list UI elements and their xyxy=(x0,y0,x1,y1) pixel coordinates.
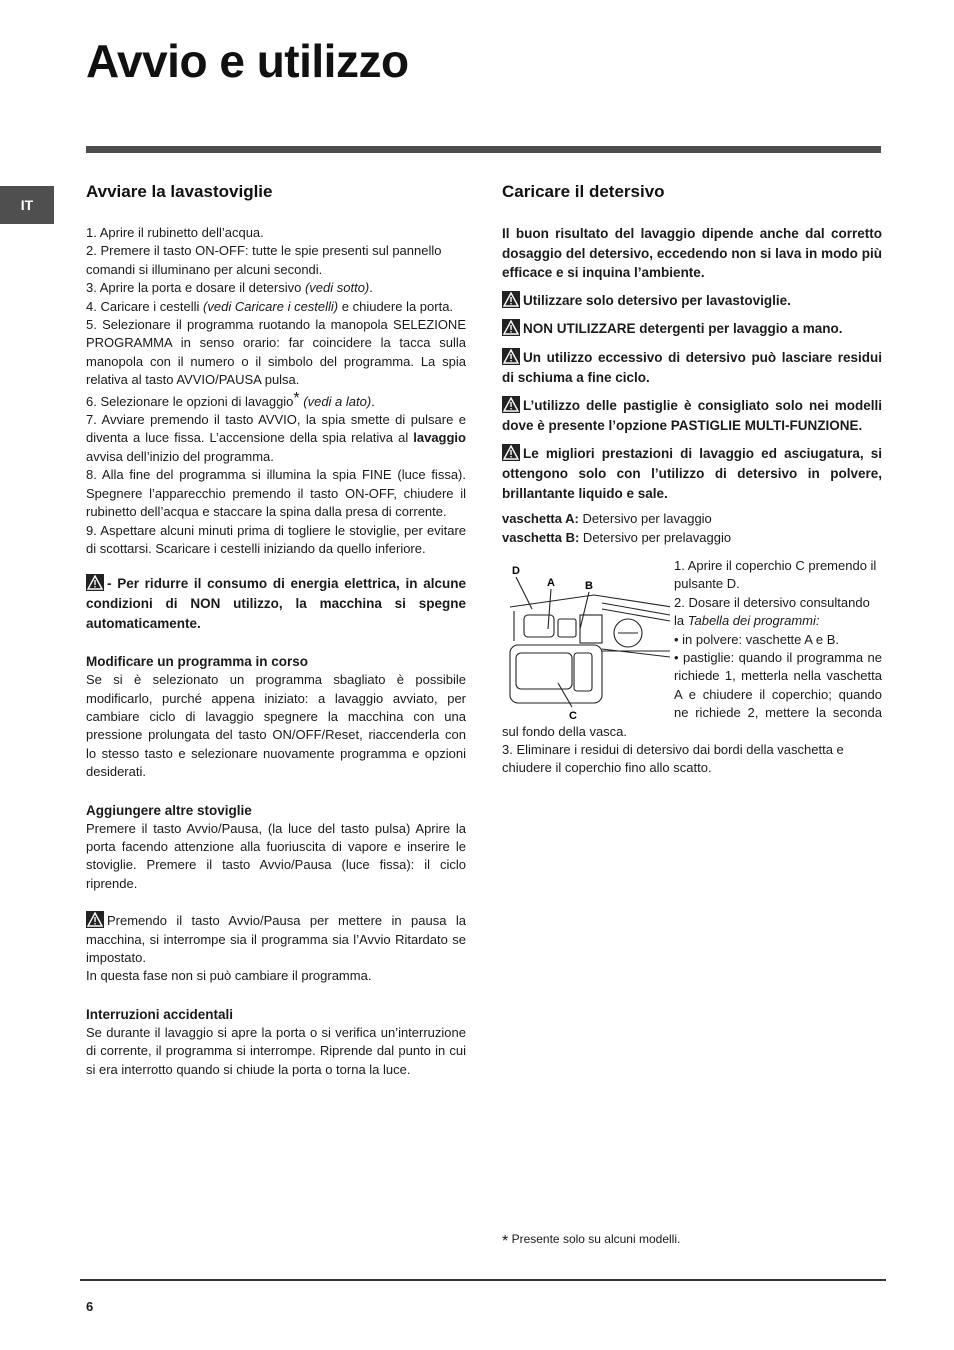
warning-text: NON UTILIZZARE detergenti per lavaggio a mano. xyxy=(523,321,843,337)
instr-2-ref: Tabella dei programmi: xyxy=(687,613,820,629)
instr-3: 3. Eliminare i residui di detersivo dai bordi della vaschetta e chiudere il coperchio fino allo scatto. xyxy=(502,742,844,776)
step-6-text: 6. Selezionare le opzioni di lavaggio xyxy=(86,393,294,409)
vaschetta-a xyxy=(502,510,882,528)
footnote-text: Presente solo su alcuni modelli. xyxy=(511,1232,681,1246)
label-c: C xyxy=(569,709,577,721)
energy-warning xyxy=(86,574,466,633)
subheading-add: Aggiungere altre stoviglie xyxy=(86,802,252,818)
warning-item xyxy=(502,319,882,339)
footnote-star: * xyxy=(293,389,300,407)
instr-bullet-1: • in polvere: vaschette A e B. xyxy=(674,631,839,647)
step-7-end: avvisa dell’inizio del programma. xyxy=(86,448,274,464)
vaschetta-b-label: vaschetta B: xyxy=(502,529,580,545)
language-tab: IT xyxy=(0,186,54,224)
step-3-ref: (vedi sotto) xyxy=(304,280,370,296)
pause-warning xyxy=(86,911,466,967)
warning-item xyxy=(502,348,882,387)
section-heading-detergent: Caricare il detersivo xyxy=(502,182,665,201)
vaschetta-a-label: vaschetta A: xyxy=(502,511,579,527)
step-6-ref: (vedi a lato) xyxy=(299,393,372,409)
step-6-end: . xyxy=(371,393,375,409)
label-d: D xyxy=(512,564,520,577)
step-4-end: e chiudere la porta. xyxy=(338,298,454,314)
warning-item xyxy=(502,444,882,503)
warning-icon xyxy=(502,396,520,413)
section-heading-start: Avviare la lavastoviglie xyxy=(86,182,273,201)
warning-text: Un utilizzo eccessivo di detersivo può lasciare residui di schiuma a fine ciclo. xyxy=(502,349,882,385)
detergent-dispenser-diagram xyxy=(502,559,670,721)
step-7-text: 7. Avviare premendo il tasto AVVIO, la spia smette di pulsare e diventa a luce fissa. L’accensione della spia relativa al xyxy=(86,412,466,446)
step-3-text: 3. Aprire la porta e dosare il detersivo xyxy=(86,280,305,296)
detergent-instructions xyxy=(502,557,882,778)
warning-text: L’utilizzo delle pastiglie è consigliato solo nei modelli dove è presente l’opzione PASTIGLIE MULTI-FUNZIONE. xyxy=(502,398,882,433)
subheading-modify: Modificare un programma in corso xyxy=(86,654,309,670)
page-number: 6 xyxy=(86,1299,94,1314)
warning-item xyxy=(502,396,882,435)
vaschetta-a-text: Detersivo per lavaggio xyxy=(578,511,712,527)
step-4-text: 4. Caricare i cestelli xyxy=(86,298,204,314)
warning-icon xyxy=(86,911,104,928)
vaschetta-b-text: Detersivo per prelavaggio xyxy=(579,529,732,545)
footnote-mark: * xyxy=(502,1233,509,1250)
modify-text: Se si è selezionato un programma sbagliato è possibile modificarlo, purché appena iniziato: a lavaggio avviato, per cambiare ciclo di lavaggio spegnere la macchina con una pressione prolungata del tasto ON/OFF/Reset, riaccenderla con lo stesso tasto e selezionare nuovamente programma e opzioni desiderati. xyxy=(86,672,466,780)
interrupt-text: Se durante il lavaggio si apre la porta o si verifica un’interruzione di corrente, il programma si interrompe. Riprende dal punto in cui si era interrotto quando si chiude la porta o torna la luce. xyxy=(86,1024,466,1077)
footnote xyxy=(502,1232,680,1251)
label-a: A xyxy=(547,576,555,589)
step-8: 8. Alla fine del programma si illumina la spia FINE (luce fissa). Spegnere l’apparecchio premendo il tasto ON-OFF, chiudere il rubinetto dell’acqua e staccare la spina dalla presa di corrente. xyxy=(86,467,466,520)
step-9: 9. Aspettare alcuni minuti prima di togliere le stoviglie, per evitare di scottarsi. Scaricare i cestelli iniziando da quello inferiore. xyxy=(86,522,466,556)
pause-note: In questa fase non si può cambiare il programma. xyxy=(86,968,372,984)
title-divider xyxy=(86,146,881,153)
warning-icon xyxy=(502,291,520,308)
step-6 xyxy=(86,390,466,411)
step-3 xyxy=(86,279,466,297)
step-1: 1. Aprire il rubinetto dell’acqua. xyxy=(86,225,264,240)
step-2: 2. Premere il tasto ON-OFF: tutte le spie presenti sul pannello comandi si illuminano per alcuni secondi. xyxy=(86,243,442,277)
warning-text: Le migliori prestazioni di lavaggio ed asciugatura, si ottengono solo con l’utilizzo di detersivo in polvere, brillantante liquido e sale. xyxy=(502,446,882,501)
warning-icon xyxy=(502,319,520,336)
footer-divider xyxy=(80,1279,886,1281)
energy-warning-text: - Per ridurre il consumo di energia elettrica, in alcune condizioni di NON utilizzo, la macchina si spegne automaticamente. xyxy=(86,576,466,631)
left-column xyxy=(86,182,466,1079)
vaschetta-b xyxy=(502,529,882,547)
step-7-bold: lavaggio xyxy=(413,430,466,446)
page-title: Avvio e utilizzo xyxy=(86,35,409,87)
instr-1: 1. Aprire il coperchio C premendo il pulsante D. xyxy=(674,557,877,592)
instr-bullet-2: • pastiglie: quando il programma ne richiede 1, metterla nella vaschetta A e chiudere il coperchio; quando ne richiede 2, mettere la seconda sul fondo della vasca. xyxy=(502,649,882,739)
pause-warning-text: Premendo il tasto Avvio/Pausa per mettere in pausa la macchina, si interrompe sia il programma sia l’Avvio Ritardato se impostato. xyxy=(86,913,466,965)
instr-2-text: 2. Dosare il detersivo consultando la xyxy=(674,594,870,629)
step-3-end: . xyxy=(369,280,373,296)
warning-icon xyxy=(502,444,520,461)
label-b: B xyxy=(585,579,593,592)
step-4 xyxy=(86,298,466,316)
step-5: 5. Selezionare il programma ruotando la manopola SELEZIONE PROGRAMMA in senso orario: far coincidere la tacca sulla manopola con il numero o il simbolo del programma. La spia relativa al tasto AVVIO/PAUSA pulsa. xyxy=(86,317,466,388)
step-4-ref: (vedi Caricare i cestelli) xyxy=(203,298,339,314)
right-column xyxy=(502,182,882,778)
start-steps xyxy=(86,224,466,558)
detergent-intro: Il buon risultato del lavaggio dipende anche dal corretto dosaggio del detersivo, eccedendo non si lava in modo più efficace e si inquina l’ambiente. xyxy=(502,226,882,281)
warning-item xyxy=(502,291,882,311)
step-7 xyxy=(86,411,466,466)
warning-icon xyxy=(502,348,520,365)
warning-text: Utilizzare solo detersivo per lavastoviglie. xyxy=(523,292,791,308)
add-text: Premere il tasto Avvio/Pausa, (la luce del tasto pulsa) Aprire la porta facendo attenzione alla fuoriuscita di vapore e inserire le stoviglie. Premere il tasto Avvio/Pausa (luce fissa): il ciclo riprende. xyxy=(86,820,466,891)
subheading-interrupt: Interruzioni accidentali xyxy=(86,1006,234,1022)
warning-icon xyxy=(86,574,104,591)
